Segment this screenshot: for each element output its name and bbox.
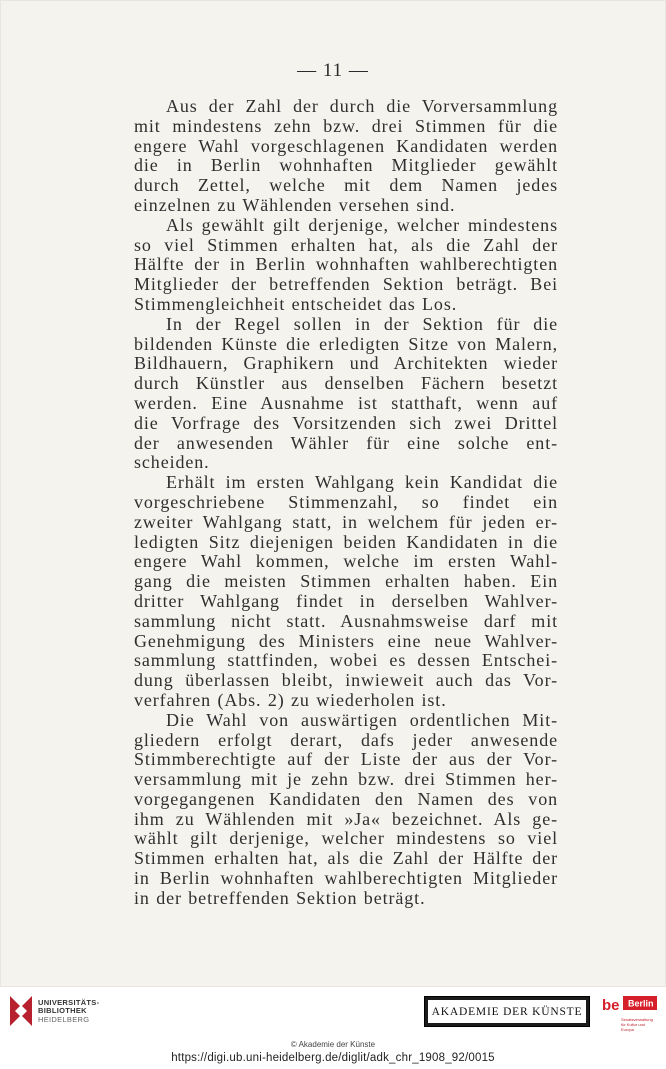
text-line: ledigten Sitz diejenigen beiden Kandidaten in die xyxy=(134,532,558,552)
text-line: Bildhauern, Graphikern und Architekten wieder xyxy=(134,354,558,374)
text-line: ihm zu Wählenden mit »Ja« bezeichnet. Als ge- xyxy=(134,809,558,829)
text-line: Stimmen erhalten hat, als die Zahl der Hälfte der xyxy=(134,849,558,869)
page-number: — 11 — xyxy=(297,60,369,81)
library-name-line: UNIVERSITÄTS- xyxy=(38,998,100,1007)
text-line: der anwesenden Wähler für eine solche ent- xyxy=(134,433,558,453)
berlin-logo-mark: be xyxy=(602,997,620,1014)
text-line: Als gewählt gilt derjenige, welcher mindestens xyxy=(166,215,558,235)
text-line: Aus der Zahl der durch die Vorversammlung xyxy=(166,97,558,116)
text-line: engere Wahl kommen, welche im ersten Wahl- xyxy=(134,552,558,572)
text-line: so viel Stimmen erhalten hat, als die Zahl der xyxy=(134,235,558,255)
text-line: zweiter Wahlgang statt, in welchem für jeden er- xyxy=(134,512,558,532)
body-text xyxy=(134,97,558,909)
copyright-notice: © Akademie der Künste xyxy=(290,1040,376,1049)
text-line: gang die meisten Stimmen erhalten haben. Ein xyxy=(134,572,558,592)
berlin-logo-badge: Berlin xyxy=(628,998,654,1009)
text-line: Mitglieder der betreffenden Sektion beträgt. Bei xyxy=(134,275,558,295)
text-line: Die Wahl von auswärtigen ordentlichen Mit- xyxy=(166,710,558,730)
text-line: in der betreffenden Sektion beträgt. xyxy=(134,888,426,908)
text-line: werden. Eine Ausnahme ist statthaft, wenn auf xyxy=(134,393,558,413)
text-line: die Vorfrage des Vorsitzenden sich zwei Drittel xyxy=(134,413,558,433)
text-line: Hälfte der in Berlin wohnhaften wahlberechtigten xyxy=(134,255,558,275)
library-name-line: BIBLIOTHEK xyxy=(38,1006,87,1016)
text-line: versammlung mit je zehn bzw. drei Stimmen her- xyxy=(134,770,558,790)
text-line: gliedern erfolgt derart, dafs jeder anwesende xyxy=(134,730,558,750)
text-line: wählt gilt derjenige, welcher mindestens so viel xyxy=(134,829,558,849)
text-line: verfahren (Abs. 2) zu wiederholen ist. xyxy=(134,690,447,710)
library-name xyxy=(38,999,99,1024)
text-line: die in Berlin wohnhaften Mitglieder gewählt xyxy=(134,156,558,176)
library-name-line: HEIDELBERG xyxy=(38,1014,90,1024)
akademie-logo[interactable] xyxy=(424,996,590,1027)
text-line: Stimmengleichheit entscheidet das Los. xyxy=(134,294,458,314)
text-line: durch Zettel, welche mit dem Namen jedes xyxy=(134,176,558,196)
text-line: In der Regel sollen in der Sektion für die xyxy=(166,314,558,334)
berlin-logo-caption-line: Senatsverwaltung xyxy=(621,1017,653,1022)
text-line: engere Wahl vorgeschlagenen Kandidaten werden xyxy=(134,136,558,156)
permalink-url[interactable]: https://digi.ub.uni-heidelberg.de/diglit/adk_chr_1908_92/0015 xyxy=(171,1052,495,1064)
text-line: Stimmberechtigte auf der Liste der aus der Vor- xyxy=(134,750,558,770)
akademie-logo-text: AKADEMIE DER KÜNSTE xyxy=(428,1000,586,1023)
text-line: bildenden Künste die erledigten Sitze von Malern, xyxy=(134,334,558,354)
berlin-logo[interactable] xyxy=(601,994,657,1034)
text-line: in Berlin wohnhaften wahlberechtigten Mitglieder xyxy=(134,869,558,889)
text-line: sammlung nicht statt. Ausnahmsweise darf mit xyxy=(134,611,558,631)
text-line: Genehmigung des Ministers eine neue Wahlver- xyxy=(134,631,558,651)
berlin-logo-icon xyxy=(601,994,657,1016)
text-line: dritter Wahlgang findet in derselben Wahlver- xyxy=(134,591,558,611)
text-line: scheiden. xyxy=(134,453,210,473)
text-line: mit mindestens zehn bzw. drei Stimmen für die xyxy=(134,116,558,136)
text-line: vorgeschriebene Stimmenzahl, so findet ein xyxy=(134,492,558,512)
text-line: dung überlassen bleibt, inwieweit auch das Vor- xyxy=(134,671,558,691)
text-line: sammlung stattfinden, wobei es dessen Entschei- xyxy=(134,651,558,671)
viewer-footer xyxy=(0,987,666,1069)
berlin-logo-caption-line: für Kultur und Europa xyxy=(621,1022,646,1032)
text-line: durch Künstler aus denselben Fächern besetzt xyxy=(134,374,558,394)
library-emblem-icon xyxy=(8,994,34,1028)
text-line: Erhält im ersten Wahlgang kein Kandidat die xyxy=(166,473,558,493)
berlin-logo-caption xyxy=(621,1017,657,1032)
library-logo[interactable] xyxy=(8,992,118,1032)
text-line: einzelnen zu Wählenden versehen sind. xyxy=(134,195,456,215)
text-line: vorgegangenen Kandidaten den Namen des von xyxy=(134,789,558,809)
